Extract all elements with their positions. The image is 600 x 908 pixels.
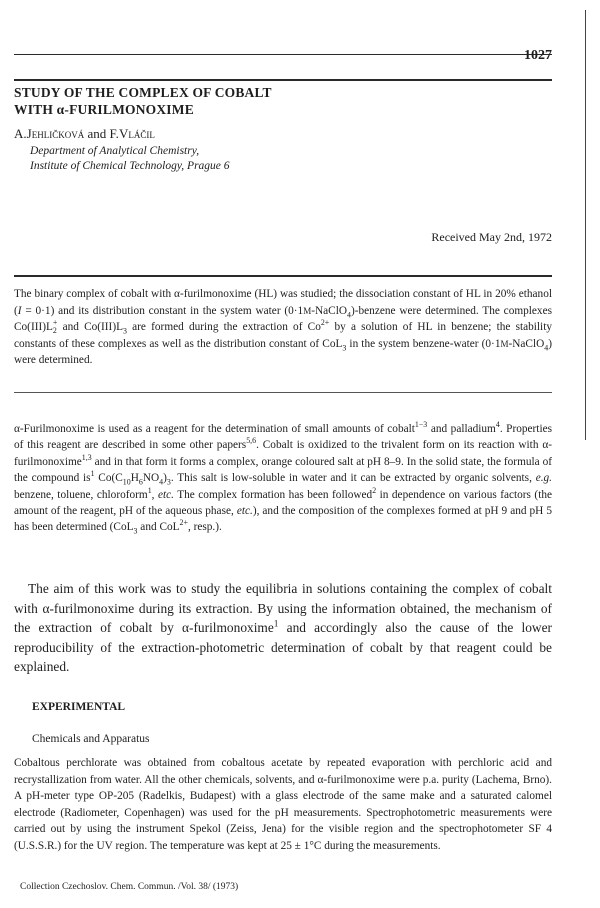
authors: A.Jehličková and F.Vláčil <box>14 126 155 141</box>
article-title <box>14 84 272 118</box>
abstract-rule-bottom <box>14 392 552 393</box>
section-heading-experimental: EXPERIMENTAL <box>32 701 126 713</box>
abstract: The binary complex of cobalt with α-furilmonoxime (HL) was studied; the dissociation constant of HL in 20% ethanol (I = 0·1) and its distribution constant in the system water (0·1M-NaClO$_4$)-benzene were determined. The complexes Co(III)L+ 2 and $Co(III)L_3$ are formed during the extraction of $Co^{2+}$ by a solution of HL in benzene; the stability constants of these complexes as well as the distribution constant of CoL$_3$ in the system benzene-water (0·1M-NaClO$_4$) were determined. <box>14 288 552 367</box>
received-date: Received May 2nd, 1972 <box>431 230 552 244</box>
abstract-rule-top <box>14 275 552 277</box>
experimental-paragraph: Cobaltous perchlorate was obtained from cobaltous acetate by repeated evaporation with perchloric acid and recrystallization from water. All the other chemicals, solvents, and α-furilmonoxime were p.a. purity (Lachema, Brno). A pH-meter type OP-205 (Radelkis, Budapest) with a glass electrode of the same make and a saturated calomel electrode (Radiometer, Copenhagen) was used for the pH measurements. Spectrophotometric measurements were carried out by using the instrument Spekol (Zeiss, Jena) for the visible region and the spectrophotometer SF 4 (U.S.S.R.) for the UV region. The temperature was kept at 25 ± 1°C during the measurements. <box>14 757 552 852</box>
aim-paragraph: The aim of this work was to study the equilibria in solutions containing the complex of cobalt with α-furilmonoxime during its extraction. By using the information obtained, the mechanism of the extraction of cobalt by α-furilmonoxime$^1$ and accordingly also the cause of the lower reproducibility of the extraction-photometric determination of cobalt by that reagent could be explained. <box>14 581 553 675</box>
journal-citation-footer: Collection Czechoslov. Chem. Commun. /Vol. 38/ (1973) <box>20 882 239 892</box>
title-line-1: STUDY OF THE COMPLEX OF COBALT <box>14 85 272 100</box>
title-line-2: WITH α-FURILMONOXIME <box>14 102 194 117</box>
header-rule-top <box>14 54 552 55</box>
author-1: Jehličková <box>26 126 85 141</box>
affiliation: Department of Analytical Chemistry, Institute of Chemical Technology, Prague 6 <box>30 145 230 172</box>
intro-paragraph: α-Furilmonoxime is used as a reagent for the determination of small amounts of cobalt$^{1-3}$ and palladium$^4$. Properties of this reagent are described in some other papers$^{5,6}$. Cobalt is oxidized to the trivalent form on its reaction with α-furilmonoxime$^{1,3}$ and in that form it forms a complex, orange coloured salt at pH 8–9. In the solid state, the formula of the compound $is^1$ $Co(C_{10}H_6NO_4)_3$. This salt is low-soluble in water and it can be extracted by organic solvents, e.g. benzene, toluene, chloroform$^1$, etc. The complex formation has been followed$^2$ in dependence on various factors (the amount of the reagent, pH of the aqueous phase, etc.), and the composition of the complexes formed at pH 9 and pH 5 has been determined (CoL$_3$ and CoL$^{2+}$, resp.). <box>14 420 553 536</box>
scan-edge-line <box>585 10 586 440</box>
header-rule-bottom <box>14 79 552 81</box>
subsection-heading-chemicals: Chemicals and Apparatus <box>32 733 150 745</box>
page-number: 1027 <box>524 48 552 63</box>
author-2: Vláčil <box>118 126 155 141</box>
